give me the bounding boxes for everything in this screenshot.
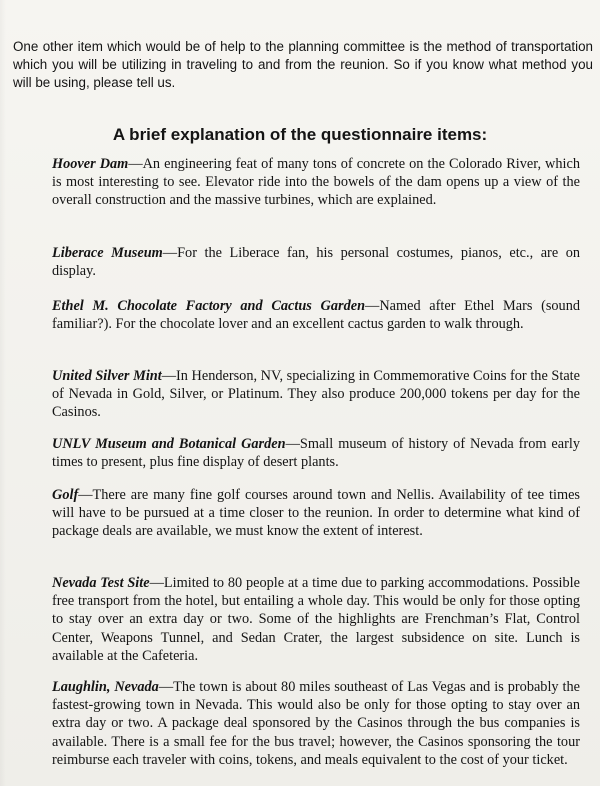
item-title: Liberace Museum	[52, 245, 163, 261]
item-dash: —	[158, 679, 174, 695]
item-title: Hoover Dam	[52, 156, 129, 172]
item-text: For the Liberace fan, his personal costumes, pianos, etc., are on display.	[52, 245, 580, 280]
item-dash: —	[149, 575, 164, 591]
item-liberace-museum	[52, 244, 580, 280]
item-title: UNLV Museum and Botanical Garden	[52, 436, 286, 452]
item-text: The town is about 80 miles southeast of Las Vegas and is probably the fastest-growing town in Nevada. This would also be only for those opting to stay over an extra day or two. A package deal sponsored by the Casinos through the bus companies is available. There is a small fee for the bus travel; however, the Casinos sponsoring the tour reimburse each traveler with coins, tokens, and meals equivalent to the cost of your ticket.	[52, 679, 580, 768]
item-united-silver-mint	[52, 367, 580, 422]
item-text: Small museum of history of Nevada from early times to present, plus fine display of desert plants.	[52, 436, 581, 471]
item-dash: —	[128, 156, 143, 172]
item-dash: —	[365, 298, 380, 314]
item-text: In Henderson, NV, specializing in Commemorative Coins for the State of Nevada in Gold, Silver, or Platinum. They also produce 200,000 tokens per day for the Casinos.	[52, 368, 580, 421]
item-laughlin-nevada	[52, 678, 580, 769]
item-unlv-museum	[52, 435, 580, 471]
item-text: Limited to 80 people at a time due to parking accommodations. Possible free transport from the hotel, but entailing a whole day. This would be only for those opting to stay over an extra day or two. Some of the highlights are Frenchman’s Flat, Control Center, Weapons Tunnel, and Sedan Crater, the largest subsidence on site. Lunch is available at the Cafeteria.	[52, 575, 581, 664]
item-text: There are many fine golf courses around town and Nellis. Availability of tee times will have to be pursued at a time closer to the reunion. In order to determine what kind of package deals are available, we must know the extent of interest.	[52, 487, 580, 540]
item-nevada-test-site	[52, 574, 580, 665]
item-text: An engineering feat of many tons of concrete on the Colorado River, which is most interesting to see. Elevator ride into the bowels of the dam opens up a view of the overall construction and the massive turbines, which are explained.	[52, 156, 580, 209]
item-title: United Silver Mint	[52, 368, 162, 384]
item-ethel-m-chocolate	[52, 297, 580, 333]
item-title: Nevada Test Site	[52, 575, 150, 591]
item-title: Laughlin, Nevada	[52, 679, 159, 695]
item-dash: —	[162, 245, 178, 261]
item-title: Ethel M. Chocolate Factory and Cactus Garden	[52, 298, 366, 314]
item-title: Golf	[52, 487, 79, 503]
item-golf	[52, 486, 580, 541]
item-dash: —	[78, 487, 93, 503]
item-dash: —	[161, 368, 177, 384]
item-hoover-dam	[52, 155, 580, 210]
item-text: Named after Ethel Mars (sound familiar?). For the chocolate lover and an excellent cactus garden to walk through.	[52, 298, 580, 333]
section-heading: A brief explanation of the questionnaire items:	[112, 125, 488, 144]
item-dash: —	[285, 436, 300, 452]
intro-paragraph: One other item which would be of help to the planning committee is the method of transportation which you will be utilizing in traveling to and from the reunion. So if you know what method you will be using, please tell us.	[13, 39, 593, 90]
